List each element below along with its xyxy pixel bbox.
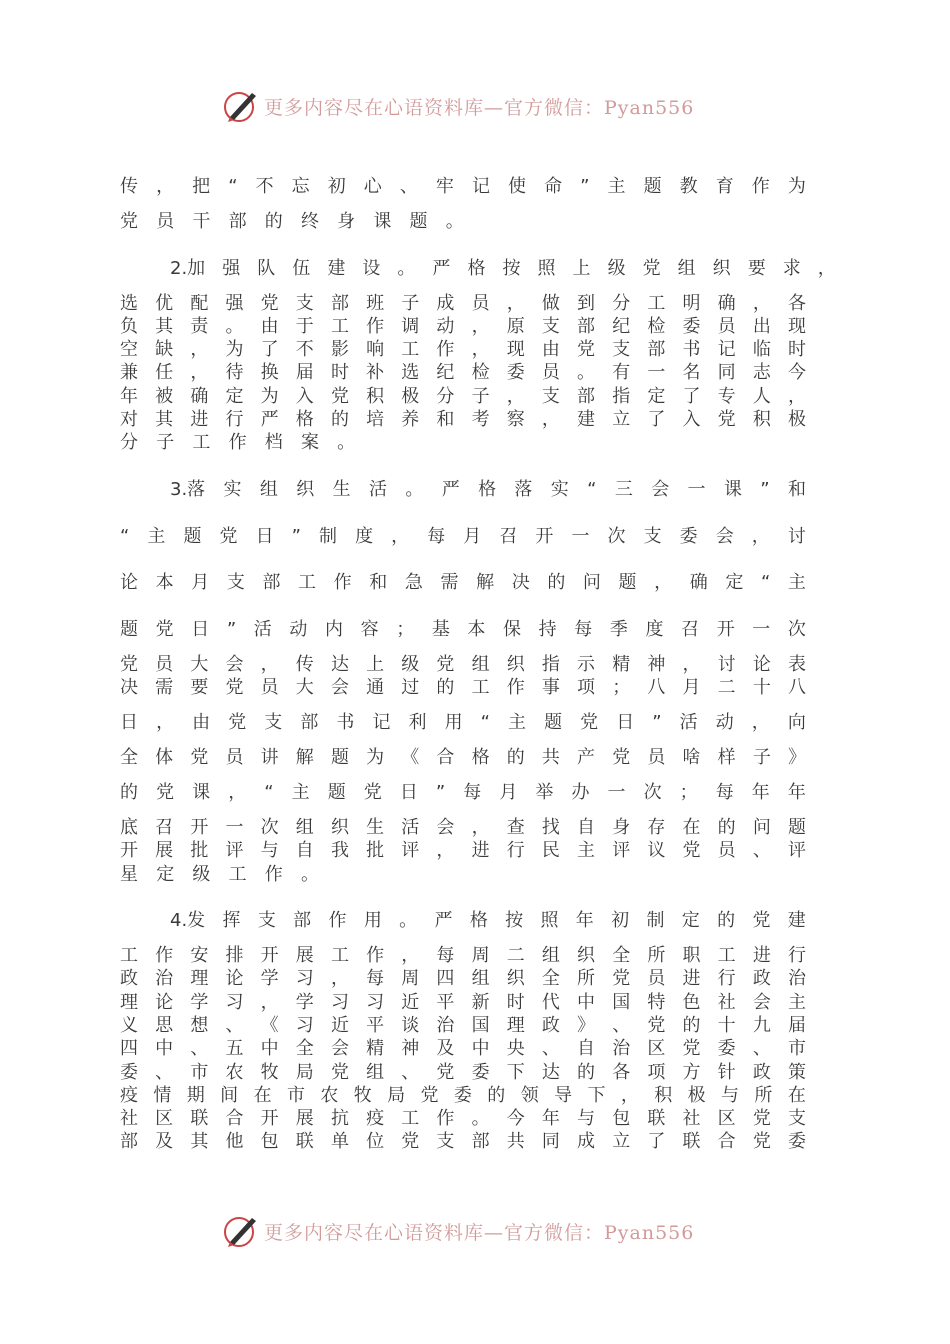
text-line: 空 缺 ， 为 了 不 影 响 工 作 ， 现 由 党 支 部 书 记 临 时 xyxy=(120,339,806,361)
watermark-banner-bottom xyxy=(222,1211,742,1251)
paragraph-heading: 3.落 实 组 织 生 活 。 严 格 落 实 “ 三 会 一 课 ” 和 xyxy=(170,478,806,500)
watermark-text: 更多内容尽在心语资料库—官方微信：Pyan556 xyxy=(264,96,695,119)
text-line: 对 其 进 行 严 格 的 培 养 和 考 察 ， 建 立 了 入 党 积 极 xyxy=(120,409,806,431)
text-line: “ 主 题 党 日 ” 制 度 ， 每 月 召 开 一 次 支 委 会 ， 讨 xyxy=(120,525,806,547)
text-line: 选 优 配 强 党 支 部 班 子 成 员 ， 做 到 分 工 明 确 ， 各 xyxy=(120,292,806,314)
text-line: 日 ， 由 党 支 部 书 记 利 用 “ 主 题 党 日 ” 活 动 ， 向 xyxy=(120,711,806,733)
text-line: 的 党 课 ， “ 主 题 党 日 ” 每 月 举 办 一 次 ； 每 年 年 xyxy=(120,781,806,803)
text-line: 分 子 工 作 档 案 。 xyxy=(120,432,356,454)
text-line: 党 员 大 会 ， 传 达 上 级 党 组 织 指 示 精 神 ， 讨 论 表 xyxy=(120,653,806,675)
pen-logo-icon xyxy=(222,87,260,125)
text-line: 决 需 要 党 员 大 会 通 过 的 工 作 事 项 ； 八 月 二 十 八 xyxy=(120,677,806,698)
text-line: 开 展 批 评 与 自 我 批 评 ， 进 行 民 主 评 议 党 员 、 评 xyxy=(120,840,806,862)
text-line: 底 召 开 一 次 组 织 生 活 会 ， 查 找 自 身 存 在 的 问 题 xyxy=(120,816,806,838)
text-line: 部 及 其 他 包 联 单 位 党 支 部 共 同 成 立 了 联 合 党 委 xyxy=(120,1131,806,1153)
text-line: 疫 情 期 间 在 市 农 牧 局 党 委 的 领 导 下 ， 积 极 与 所 在 xyxy=(120,1084,806,1106)
text-line: 义 思 想 、 《 习 近 平 谈 治 国 理 政 》 、 党 的 十 九 届 xyxy=(120,1015,806,1036)
text-line: 政 治 理 论 学 习 ， 每 周 四 组 织 全 所 党 员 进 行 政 治 xyxy=(120,968,806,990)
document-body xyxy=(120,175,836,1154)
watermark-banner-top xyxy=(222,86,742,126)
text-line: 星 定 级 工 作 。 xyxy=(120,863,319,885)
text-line: 论 本 月 支 部 工 作 和 急 需 解 决 的 问 题 ， 确 定 “ 主 xyxy=(120,572,806,594)
text-line: 年 被 确 定 为 入 党 积 极 分 子 ， 支 部 指 定 了 专 人 ， xyxy=(120,385,806,407)
watermark-text: 更多内容尽在心语资料库—官方微信：Pyan556 xyxy=(264,1221,695,1244)
paragraph-heading: 4.发 挥 支 部 作 用 。 严 格 按 照 年 初 制 定 的 党 建 xyxy=(170,910,806,932)
text-line: 传 ， 把 “ 不 忘 初 心 、 牢 记 使 命 ” 主 题 教 育 作 为 xyxy=(120,176,806,197)
text-line: 全 体 党 员 讲 解 题 为 《 合 格 的 共 产 党 员 啥 样 子 》 xyxy=(120,746,806,768)
paragraph-heading: 2.加 强 队 伍 建 设 。 严 格 按 照 上 级 党 组 织 要 求 ， xyxy=(170,257,836,279)
text-line: 委 、 市 农 牧 局 党 组 、 党 委 下 达 的 各 项 方 针 政 策 xyxy=(120,1061,806,1083)
text-line: 题 党 日 ” 活 动 内 容 ； 基 本 保 持 每 季 度 召 开 一 次 xyxy=(120,618,806,640)
text-line: 四 中 、 五 中 全 会 精 神 及 中 央 、 自 治 区 党 委 、 市 xyxy=(120,1038,806,1060)
text-line: 党 员 干 部 的 终 身 课 题 。 xyxy=(120,210,464,232)
text-line: 理 论 学 习 ， 学 习 习 近 平 新 时 代 中 国 特 色 社 会 主 xyxy=(120,991,806,1013)
pen-logo-icon xyxy=(222,1212,260,1250)
text-line: 社 区 联 合 开 展 抗 疫 工 作 。 今 年 与 包 联 社 区 党 支 xyxy=(120,1108,806,1130)
text-line: 工 作 安 排 开 展 工 作 ， 每 周 二 组 织 全 所 职 工 进 行 xyxy=(120,945,806,967)
text-line: 兼 任 ， 待 换 届 时 补 选 纪 检 委 员 。 有 一 名 同 志 今 xyxy=(120,362,806,384)
text-line: 负 其 责 。 由 于 工 作 调 动 ， 原 支 部 纪 检 委 员 出 现 xyxy=(120,315,806,337)
